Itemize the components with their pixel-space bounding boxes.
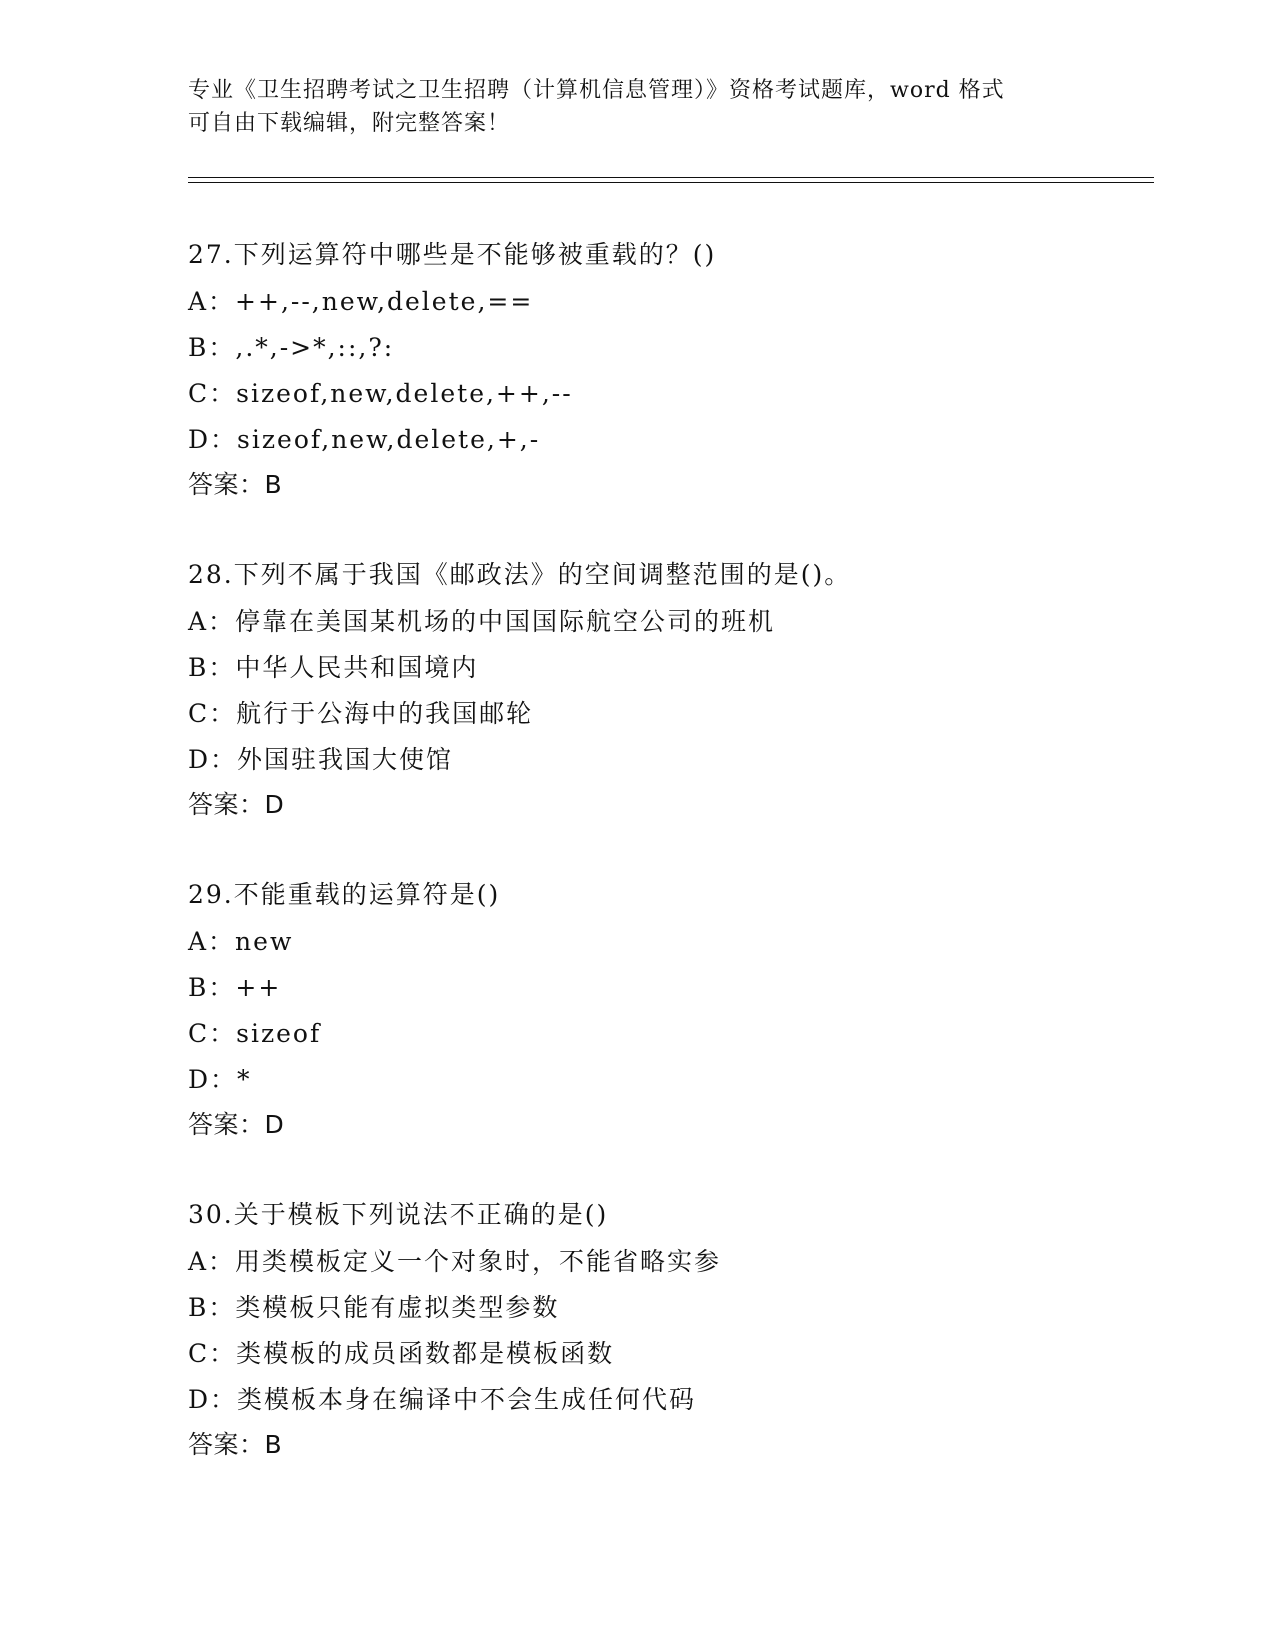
answer-value: B [264, 1430, 283, 1459]
option-d: D：sizeof,new,delete,+,- [188, 425, 541, 454]
option-c: C：sizeof [188, 1019, 322, 1048]
question-list [188, 232, 1154, 1512]
answer-value: B [264, 470, 283, 499]
question-27 [188, 232, 1154, 552]
option-c: C：类模板的成员函数都是模板函数 [188, 1339, 615, 1368]
option-a: A：++,--,new,delete,== [188, 287, 534, 316]
option-c: C：航行于公海中的我国邮轮 [188, 699, 534, 728]
question-title: 30.关于模板下列说法不正确的是() [188, 1200, 609, 1229]
option-a: A：用类模板定义一个对象时，不能省略实参 [188, 1247, 722, 1276]
option-d: D：外国驻我国大使馆 [188, 745, 454, 774]
option-a: A：new [188, 927, 294, 956]
answer-label: 答案： [188, 1430, 265, 1459]
answer-value: D [264, 790, 285, 819]
question-30 [188, 1192, 1154, 1512]
question-29 [188, 872, 1154, 1192]
option-b: B：类模板只能有虚拟类型参数 [188, 1293, 560, 1322]
header-line-2: 可自由下载编辑，附完整答案！ [188, 111, 511, 136]
option-b: B：++ [188, 973, 282, 1002]
option-c: C：sizeof,new,delete,++,-- [188, 379, 573, 408]
answer-value: D [264, 1110, 285, 1139]
option-d: D：类模板本身在编译中不会生成任何代码 [188, 1385, 697, 1414]
option-b: B：,.*,->*,::,?: [188, 333, 395, 362]
answer-line [188, 1423, 1154, 1467]
header-divider-bottom [188, 182, 1154, 183]
answer-label: 答案： [188, 470, 265, 499]
option-d: D：* [188, 1065, 252, 1094]
option-a: A：停靠在美国某机场的中国国际航空公司的班机 [188, 607, 776, 636]
header-divider-top [188, 177, 1154, 178]
question-28 [188, 552, 1154, 872]
question-title: 28.下列不属于我国《邮政法》的空间调整范围的是()。 [188, 560, 852, 589]
answer-label: 答案： [188, 1110, 265, 1139]
answer-line [188, 1103, 1154, 1147]
option-b: B：中华人民共和国境内 [188, 653, 479, 682]
answer-line [188, 463, 1154, 507]
answer-line [188, 783, 1154, 827]
question-title: 29.不能重载的运算符是() [188, 880, 501, 909]
header-line-1: 专业《卫生招聘考试之卫生招聘（计算机信息管理）》资格考试题库，word 格式 [188, 78, 1005, 103]
answer-label: 答案： [188, 790, 265, 819]
document-header [188, 74, 1088, 140]
question-title: 27.下列运算符中哪些是不能够被重载的？() [188, 240, 717, 269]
